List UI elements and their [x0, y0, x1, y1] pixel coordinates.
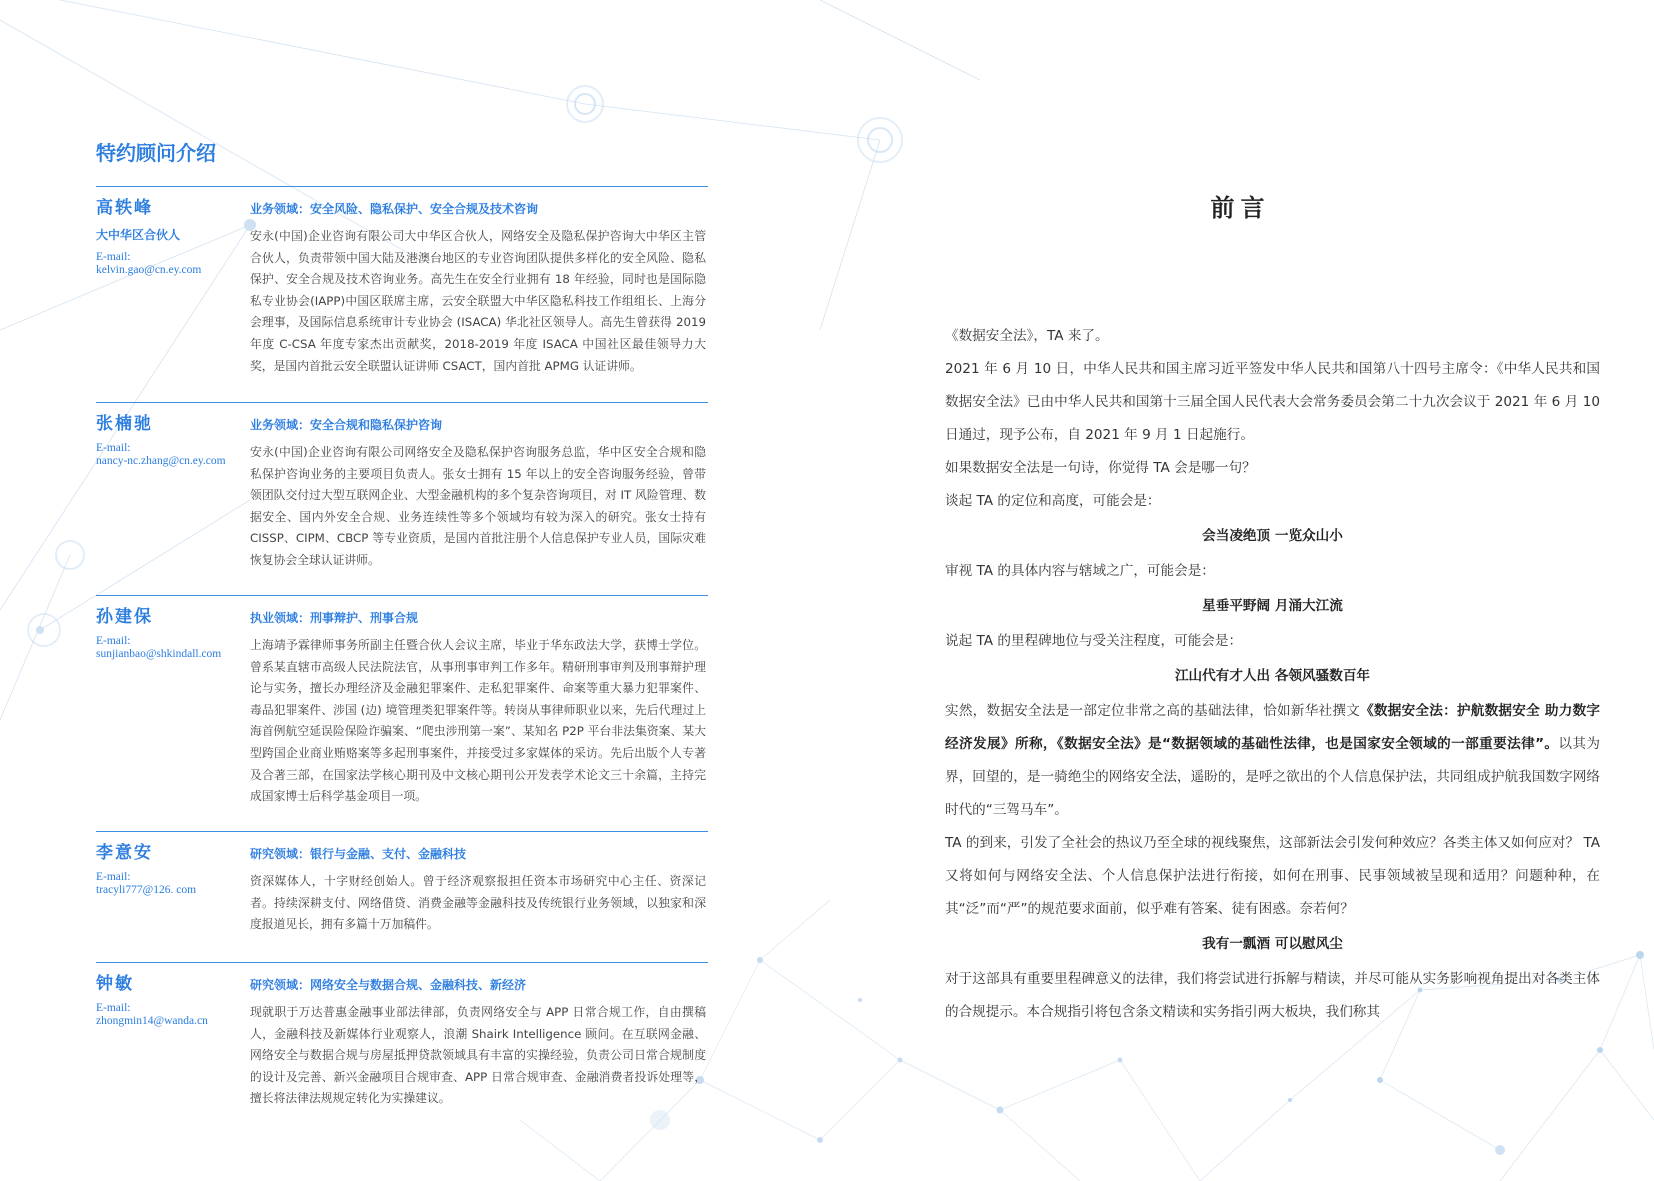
advisor-info: [96, 602, 236, 662]
paragraph-text: 实然，数据安全法是一部定位非常之高的基础法律，恰如新华社撰文: [945, 703, 1361, 719]
advisor-info: [96, 193, 236, 278]
advisor-name: 高轶峰: [96, 198, 153, 218]
advisor-details: [250, 845, 706, 936]
advisor-card: [96, 831, 708, 932]
paragraph: [945, 695, 1600, 827]
preface-body: [945, 320, 1600, 1029]
advisor-field: 业务领域：安全合规和隐私保护咨询: [250, 418, 443, 432]
paragraph-text: 以其为界，回望的，是一骑绝尘的网络安全法，遥盼的，是呼之欲出的个人信息保护法，共同组成护航我国数字网络时代的“三驾马车”。: [945, 736, 1600, 818]
advisor-info: [96, 969, 236, 1029]
verse-line: 会当凌绝顶 一览众山小: [1202, 528, 1343, 544]
preface-title: 前言: [1210, 193, 1271, 222]
advisor-info: [96, 838, 236, 898]
paragraph: 如果数据安全法是一句诗，你觉得 TA 会是哪一句？: [945, 460, 1256, 476]
advisor-info: [96, 409, 236, 469]
verse-line: 我有一瓢酒 可以慰风尘: [1202, 936, 1343, 952]
advisor-bio: 资深媒体人，十字财经创始人。曾于经济观察报担任资本市场研究中心主任、资深记者。持续深耕支付、网络借贷、消费金融等金融科技及传统银行业务领域，以独家和深度报道见长，拥有多篇十万加稿件。: [250, 874, 706, 932]
advisor-name: 孙建保: [96, 607, 153, 627]
advisor-field: 执业领域：刑事辩护、刑事合规: [250, 611, 419, 625]
advisor-email[interactable]: zhongmin14@wanda.cn: [96, 1015, 208, 1027]
advisor-card: [96, 595, 708, 804]
paragraph: TA 的到来，引发了全社会的热议乃至全球的视线聚焦，这部新法会引发何种效应？各类主体又如何应对？ TA 又将如何与网络安全法、个人信息保护法进行衔接，如何在刑事、民事领域被呈现和适用？问题种种，在其“泛”而“严”的规范要求面前，似乎难有答案、徒有困惑。奈若何？: [945, 835, 1600, 917]
paragraph: 《数据安全法》，TA 来了。: [945, 328, 1109, 344]
advisor-bio: 安永(中国)企业咨询有限公司大中华区合伙人，网络安全及隐私保护咨询大中华区主管合伙人，负责带领中国大陆及港澳台地区的专业咨询团队提供多样化的安全风险、隐私保护、安全合规及技术咨询业务。高先生在安全行业拥有 18 年经验，同时也是国际隐私专业协会(IAPP)中国区联席主席，云安全联盟大中华区隐私科技工作组组长、上海分会理事，及国际信息系统审计专业协会 (ISACA) 华北社区领导人。高先生曾获得 2019 年度 C-CSA 年度专家杰出贡献奖，2018-2019 年度 ISACA 中国社区最佳领导力大奖，是国内首批云安全联盟认证讲师 CSACT，国内首批 APMG 认证讲师。: [250, 229, 706, 373]
advisor-name: 钟敏: [96, 974, 134, 994]
paragraph: 审视 TA 的具体内容与辖域之广，可能会是：: [945, 563, 1215, 579]
advisor-bio: 上海靖予霖律师事务所副主任暨合伙人会议主席，毕业于华东政法大学，获博士学位。曾系某直辖市高级人民法院法官，从事刑事审判工作多年。精研刑事审判及刑事辩护理论与实务，擅长办理经济及金融犯罪案件、走私犯罪案件、命案等重大暴力犯罪案件、毒品犯罪案件、涉国 (边) 境管理类犯罪案件等。转岗从事律师职业以来，先后代理过上海首例航空延误险保险诈骗案、“爬虫涉刑第一案”、某知名 P2P 平台非法集资案、某大型跨国企业商业贿赂案等多起刑事案件，并接受过多家媒体的采访。先后出版个人专著及合著三部，在国家法学核心期刊及中文核心期刊公开发表学术论文三十余篇，主持完成国家博士后科学基金项目一项。: [250, 638, 706, 804]
section-title: 特约顾问介绍: [96, 141, 216, 165]
advisor-name: 李意安: [96, 843, 153, 863]
advisor-bio: 安永(中国)企业咨询有限公司网络安全及隐私保护咨询服务总监，华中区安全合规和隐私保护咨询业务的主要项目负责人。张女士拥有 15 年以上的安全咨询服务经验，曾带领团队交付过大型互联网企业、大型金融机构的多个复杂咨询项目，对 IT 风险管理、数据安全、国内外安全合规、业务连续性等多个领域均有较为深入的研究。张女士持有 CISSP、CIPM、CBCP 等专业资质，是国内首批注册个人信息保护专业人员，国际灾难恢复协会全球认证讲师。: [250, 445, 706, 567]
email-label: E-mail:: [96, 871, 131, 883]
advisor-details: [250, 976, 706, 1110]
advisor-details: [250, 416, 706, 572]
email-label: E-mail:: [96, 442, 131, 454]
email-label: E-mail:: [96, 1002, 131, 1014]
advisor-card: [96, 962, 708, 1106]
advisor-role: 大中华区合伙人: [96, 228, 181, 242]
paragraph: 2021 年 6 月 10 日，中华人民共和国主席习近平签发中华人民共和国第八十四号主席令：《中华人民共和国数据安全法》已由中华人民共和国第十三届全国人民代表大会常务委员会第二十九次会议于 2021 年 6 月 10 日通过，现予公布，自 2021 年 9 月 1 日起施行。: [945, 361, 1600, 443]
paragraph: 对于这部具有重要里程碑意义的法律，我们将尝试进行拆解与精读，并尽可能从实务影响视角提出对各类主体的合规提示。本合规指引将包含条文精读和实务指引两大板块，我们称其: [945, 971, 1600, 1020]
advisor-email[interactable]: kelvin.gao@cn.ey.com: [96, 264, 202, 276]
preface-page: [827, 0, 1654, 1181]
advisor-email[interactable]: tracyli777@126. com: [96, 884, 197, 896]
advisor-bio: 现就职于万达普惠金融事业部法律部，负责网络安全与 APP 日常合规工作，自由撰稿人，金融科技及新媒体行业观察人，浪潮 Shairk Intelligence 顾问。在互联网金融、网络安全与数据合规与房屋抵押贷款领域具有丰富的实操经验，负责公司日常合规制度的设计及完善、新兴金融项目合规审查、APP 日常合规审查、金融消费者投诉处理等，擅长将法律法规规定转化为实操建议。: [250, 1005, 706, 1106]
advisor-email[interactable]: sunjianbao@shkindall.com: [96, 648, 222, 660]
advisor-details: [250, 609, 706, 808]
advisor-email[interactable]: nancy-nc.zhang@cn.ey.com: [96, 455, 226, 467]
verse-line: 星垂平野阔 月涌大江流: [1202, 598, 1343, 614]
verse-line: 江山代有才人出 各领风骚数百年: [1174, 668, 1371, 684]
advisor-field: 研究领域：网络安全与数据合规、金融科技、新经济: [250, 978, 527, 992]
advisor-field: 研究领域：银行与金融、支付、金融科技: [250, 847, 467, 861]
paragraph: 谈起 TA 的定位和高度，可能会是：: [945, 493, 1161, 509]
advisor-card: [96, 402, 708, 567]
advisor-details: [250, 200, 706, 377]
email-label: E-mail:: [96, 635, 131, 647]
paragraph: 说起 TA 的里程碑地位与受关注程度，可能会是：: [945, 633, 1243, 649]
advisor-card: [96, 186, 708, 373]
advisor-name: 张楠驰: [96, 414, 153, 434]
email-label: E-mail:: [96, 251, 131, 263]
quoted-article-emphasis: 《数据安全法：护航数据安全 助力数字经济发展》所称，《数据安全法》是“数据领域的基础性法律，也是国家安全领域的一部重要法律”。: [945, 703, 1600, 752]
advisor-field: 业务领域：安全风险、隐私保护、安全合规及技术咨询: [250, 202, 539, 216]
